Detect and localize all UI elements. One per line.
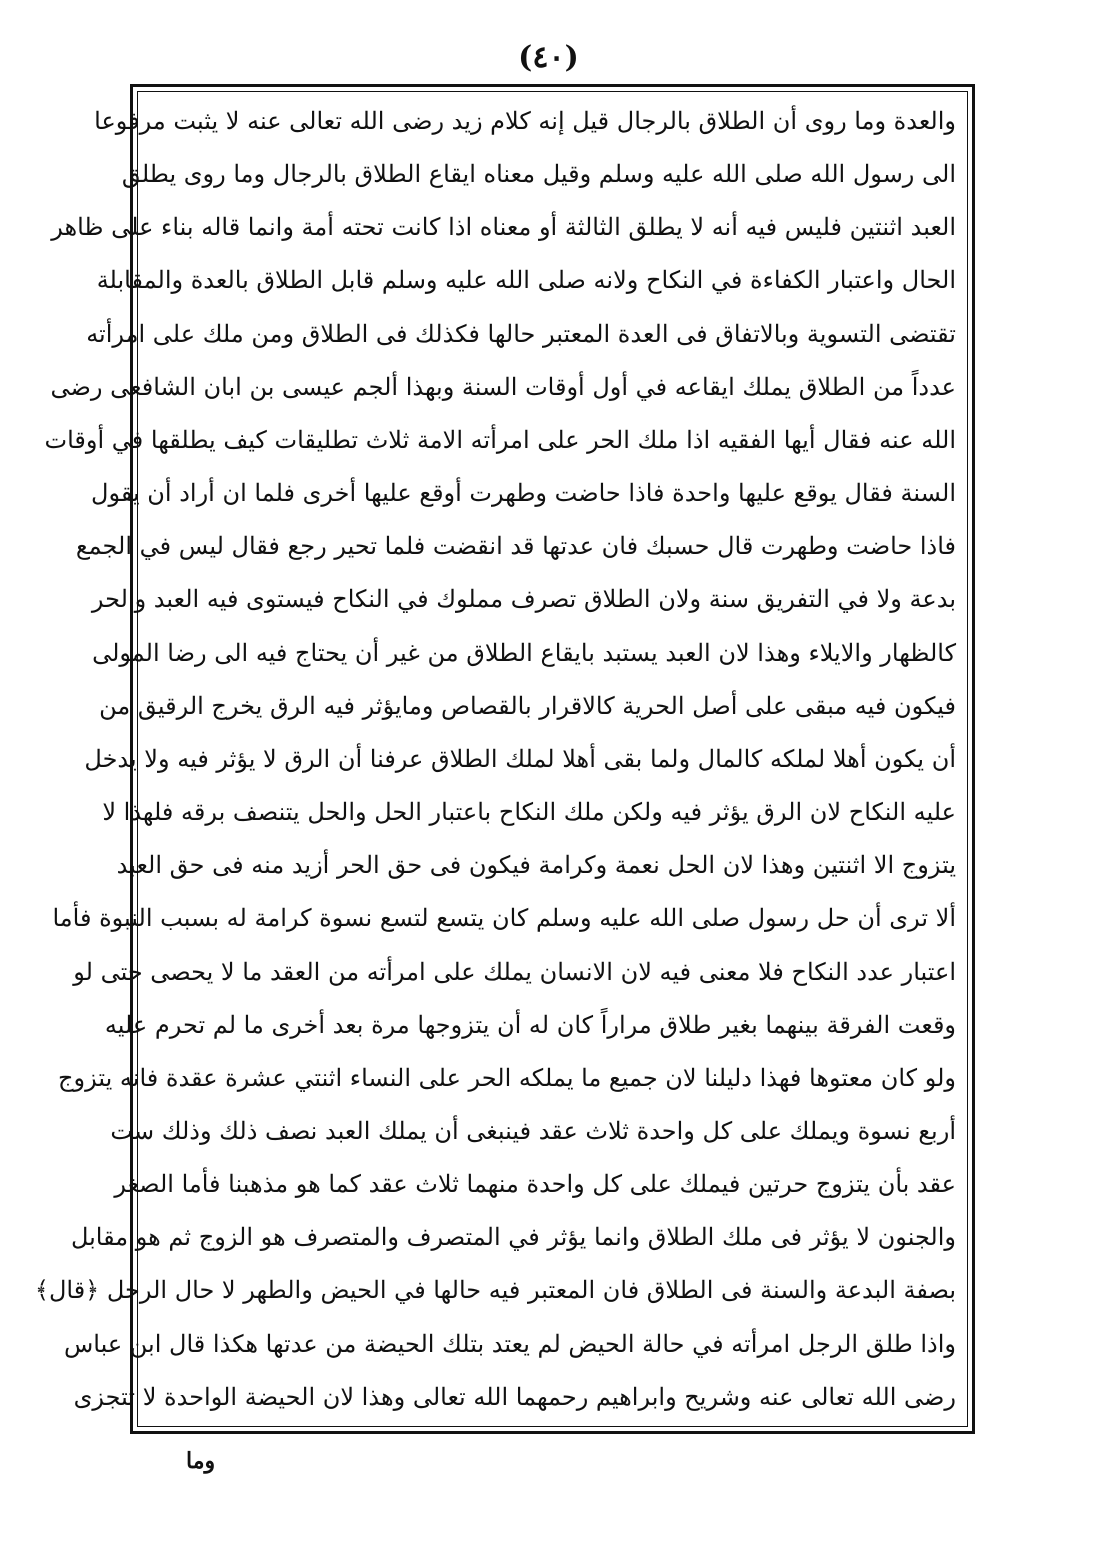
text-line: وقعت الفرقة بينهما بغير طلاق مراراً كان له أن يتزوجها مرة بعد أخرى ما لم تحرم عليه: [104, 1010, 956, 1039]
text-line: الحال واعتبار الكفاءة في النكاح ولانه صلى الله عليه وسلم قابل الطلاق بالعدة والمقابلة: [96, 266, 956, 295]
text-line: الى رسول الله صلى الله عليه وسلم وقيل معناه ايقاع الطلاق بالرجال وما روى يطلق: [121, 160, 956, 189]
text-line: بدعة ولا في التفريق سنة ولان الطلاق تصرف مملوك في النكاح فيستوى فيه العبد والحر: [91, 585, 956, 614]
text-line: كالظهار والايلاء وهذا لان العبد يستبد بايقاع الطلاق من غير أن يحتاج فيه الى رضا المولى: [92, 638, 956, 667]
text-line: واذا طلق الرجل امرأته في حالة الحيض لم يعتد بتلك الحيضة من عدتها هكذا قال ابن عباس: [63, 1329, 956, 1358]
text-line: والعدة وما روى أن الطلاق بالرجال قيل إنه كلام زيد رضى الله تعالى عنه لا يثبت مرفوعا: [94, 107, 956, 135]
text-line: فاذا حاضت وطهرت قال حسبك فان عدتها قد انقضت فلما تحير رجع فقال ليس في الجمع: [75, 532, 956, 561]
text-line: عقد بأن يتزوج حرتين فيملك على كل واحدة منهما ثلاث عقد كما هو مذهبنا فأما الصغر: [114, 1170, 956, 1199]
text-line: يتزوج الا اثنتين وهذا لان الحل نعمة وكرامة فيكون فى حق الحر أزيد منه فى حق العبد: [116, 851, 956, 880]
text-line: أربع نسوة ويملك على كل واحدة ثلاث عقد فينبغى أن يملك العبد نصف ذلك وذلك ست: [110, 1116, 956, 1145]
text-line: الله عنه فقال أيها الفقيه اذا ملك الحر على امرأته الامة ثلاث تطليقات كيف يطلقها في أوقات: [44, 425, 956, 454]
text-line: عدداً من الطلاق يملك ايقاعه في أول أوقات السنة وبهذا ألجم عيسى بن ابان الشافعى رضى: [50, 372, 956, 401]
text-line: ألا ترى أن حل رسول صلى الله عليه وسلم كان يتسع لتسع نسوة كرامة له بسبب النبوة فأما: [52, 904, 956, 933]
text-line: العبد اثنتين فليس فيه أنه لا يطلق الثالثة أو معناه اذا كانت تحته أمة وانما قاله بناء على ظاهر: [51, 213, 956, 242]
text-line: اعتبار عدد النكاح فلا معنى فيه لان الانسان يملك على امرأته من العقد ما لا يحصى حتى لو: [73, 957, 956, 986]
text-line: أن يكون أهلا لملكه كالمال ولما بقى أهلا لملك الطلاق عرفنا أن الرق لا يؤثر فيه ولا يدخل: [84, 744, 956, 773]
text-line: تقتضى التسوية وبالاتفاق فى العدة المعتبر حالها فكذلك فى الطلاق ومن ملك على امرأته: [86, 319, 956, 348]
text-line: فيكون فيه مبقى على أصل الحرية كالاقرار بالقصاص ومايؤثر فيه الرق يخرج الرقيق من: [99, 691, 956, 720]
text-line: ولو كان معتوها فهذا دليلنا لان جميع ما يملكه الحر على النساء اثنتي عشرة عقدة فانه يتزوج: [58, 1063, 956, 1092]
page-number: (٤٠): [518, 40, 579, 75]
text-line: والجنون لا يؤثر فى ملك الطلاق وانما يؤثر في المتصرف والمتصرف هو الزوج ثم هو مقابل: [70, 1223, 956, 1252]
text-line: عليه النكاح لان الرق يؤثر فيه ولكن ملك النكاح باعتبار الحل والحل يتنصف برقه فلهذا لا: [102, 798, 956, 827]
text-line: بصفة البدعة والسنة فى الطلاق فان المعتبر فيه حالها في الحيض والطهر لا حال الرجل ﴿قال﴾: [34, 1276, 956, 1305]
text-line: السنة فقال يوقع عليها واحدة فاذا حاضت وطهرت أوقع عليها أخرى فلما ان أراد أن يقول: [91, 479, 956, 508]
text-block: [34, 98, 956, 1420]
catchword: وما: [186, 1448, 216, 1474]
text-line: رضى الله تعالى عنه وشريح وابراهيم رحمهما الله تعالى وهذا لان الحيضة الواحدة لا تتجزى: [73, 1382, 956, 1411]
